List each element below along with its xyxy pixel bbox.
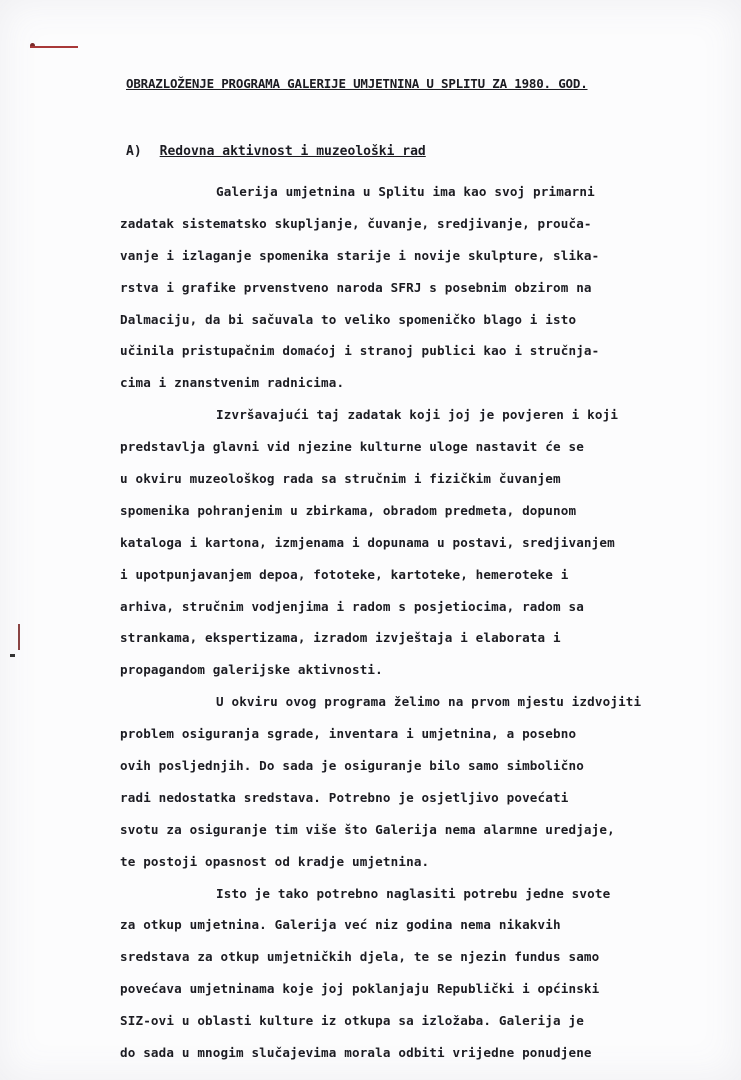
paragraph-line: propagandom galerijske aktivnosti. bbox=[120, 662, 383, 678]
paragraph-line: zadatak sistematsko skupljanje, čuvanje, sredjivanje, prouča- bbox=[120, 215, 592, 231]
paragraph-line: problem osiguranja sgrade, inventara i umjetnina, a posebno bbox=[120, 726, 577, 742]
paragraph-line: cima i znanstvenim radnicima. bbox=[120, 375, 345, 391]
paragraph-line: predstavlja glavni vid njezine kulturne uloge nastavit će se bbox=[120, 439, 584, 455]
paragraph-line: Galerija umjetnina u Splitu ima kao svoj primarni bbox=[216, 184, 595, 199]
paragraph-line: strankama, ekspertizama, izradom izvještaja i elaborata i bbox=[120, 630, 561, 646]
paragraph-line: vanje i izlaganje spomenika starije i novije skulpture, slika- bbox=[120, 247, 600, 263]
document-title: OBRAZLOŽENJE PROGRAMA GALERIJE UMJETNINA U SPLITU ZA 1980. GOD. bbox=[126, 76, 588, 91]
paragraph-line: Isto je tako potrebno naglasiti potrebu jedne svote bbox=[216, 885, 611, 901]
paragraph-line: i upotpunjavanjem depoa, fototeke, kartoteke, hemeroteke i bbox=[120, 566, 569, 582]
document-body bbox=[120, 176, 740, 1069]
paragraph-line: kataloga i kartona, izmjenama i dopunama u postavi, sredjivanjem bbox=[120, 534, 615, 550]
section-letter: A) bbox=[126, 144, 142, 159]
paragraph-line: te postoji opasnost od kradje umjetnina. bbox=[120, 853, 430, 869]
paragraph-line: do sada u mnogim slučajevima morala odbiti vrijedne ponudjene bbox=[120, 1045, 592, 1061]
paragraph-line: učinila pristupačnim domaćoj i stranoj publici kao i stručnja- bbox=[120, 343, 600, 359]
paragraph-line: U okviru ovog programa želimo na prvom mjestu izdvojiti bbox=[216, 694, 642, 710]
paragraph-line: radi nedostatka sredstava. Potrebno je osjetljivo povećati bbox=[120, 789, 569, 805]
paragraph-line: spomenika pohranjenim u zbirkama, obradom predmeta, dopunom bbox=[120, 502, 577, 518]
paragraph-line: za otkup umjetnina. Galerija već niz godina nema nikakvih bbox=[120, 917, 561, 933]
paragraph-line: povećava umjetninama koje joj poklanjaju Republički i općinski bbox=[120, 981, 600, 997]
paragraph-line: Dalmaciju, da bi sačuvala to veliko spomeničko blago i isto bbox=[120, 311, 577, 327]
section-title: Redovna aktivnost i muzeološki rad bbox=[159, 144, 426, 159]
ink-mark-left bbox=[18, 624, 20, 650]
paragraph-line: svotu za osiguranje tim više što Galerija nema alarmne uredjaje, bbox=[120, 821, 615, 837]
paragraph-line: Izvršavajući taj zadatak koji joj je povjeren i koji bbox=[216, 407, 619, 423]
ink-mark-top bbox=[30, 46, 78, 48]
ink-mark-left-small bbox=[10, 654, 15, 657]
paragraph-line: SIZ-ovi u oblasti kulture iz otkupa sa izložaba. Galerija je bbox=[120, 1013, 584, 1029]
paragraph-line: arhiva, stručnim vodjenjima i radom s posjetiocima, radom sa bbox=[120, 598, 584, 614]
paragraph-line: ovih posljednjih. Do sada je osiguranje bilo samo simbolično bbox=[120, 758, 584, 774]
paragraph-line: sredstava za otkup umjetničkih djela, te se njezin fundus samo bbox=[120, 949, 600, 965]
paragraph-line: u okviru muzeološkog rada sa stručnim i fizičkim čuvanjem bbox=[120, 471, 561, 487]
section-heading bbox=[126, 144, 426, 159]
paragraph-line: rstva i grafike prvenstveno naroda SFRJ s posebnim obzirom na bbox=[120, 279, 592, 295]
